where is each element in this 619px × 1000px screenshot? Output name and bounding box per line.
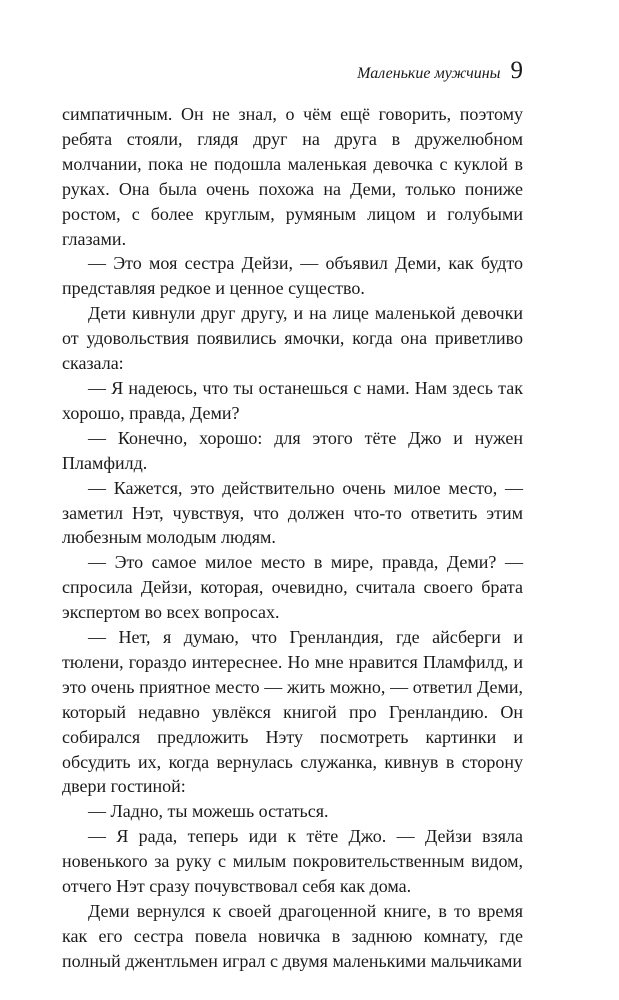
paragraph: Деми вернулся к своей драгоценной книге, в то время как его сестра повела новичка в заднюю комнату, где полный джентльмен играл с двумя маленькими мальчиками <box>62 901 523 971</box>
paragraph: — Конечно, хорошо: для этого тёте Джо и нужен Пламфилд. <box>62 427 523 473</box>
body-text <box>62 102 523 974</box>
paragraph: — Это моя сестра Дейзи, — объявил Деми, как будто представляя редкое и ценное существо. <box>62 253 523 299</box>
paragraph: — Ладно, ты можешь остаться. <box>88 801 329 822</box>
page-header <box>62 58 523 92</box>
paragraph: симпатичным. Он не знал, о чём ещё говорить, поэтому ребята стояли, глядя друг на друга в дружелюбном молчании, пока не подошла маленькая девочка с куклой в руках. Она была очень похожа на Деми, только пониже ростом, с более круглым, румяным лицом и голубыми глазами. <box>62 104 523 249</box>
book-page <box>62 58 523 974</box>
paragraph: — Нет, я думаю, что Гренландия, где айсберги и тюлени, гораздо интереснее. Но мне нравится Пламфилд, и это очень приятное место — жить можно, — ответил Деми, который недавно увлёкся книгой про Гренландию. Он собирался предложить Нэту посмотреть картинки и обсудить их, когда вернулась служанка, кивнув в сторону двери гостиной: <box>62 627 523 797</box>
paragraph: — Кажется, это действительно очень милое место, — заметил Нэт, чувствуя, что должен что-то ответить этим любезным молодым людям. <box>62 477 523 548</box>
paragraph: — Это самое милое место в мире, правда, Деми? — спросила Дейзи, которая, очевидно, считала своего брата экспертом во всех вопросах. <box>62 552 523 623</box>
page-number: 9 <box>510 57 523 84</box>
paragraph: — Я надеюсь, что ты останешься с нами. Нам здесь так хорошо, правда, Деми? <box>62 377 523 423</box>
running-title: Маленькие мужчины <box>357 65 501 82</box>
paragraph: — Я рада, теперь иди к тёте Джо. — Дейзи взяла новенького за руку с милым покровительственным видом, отчего Нэт сразу почувствовал себя как дома. <box>62 826 523 897</box>
paragraph: Дети кивнули друг другу, и на лице маленькой девочки от удовольствия появились ямочки, когда она приветливо сказала: <box>62 303 523 374</box>
